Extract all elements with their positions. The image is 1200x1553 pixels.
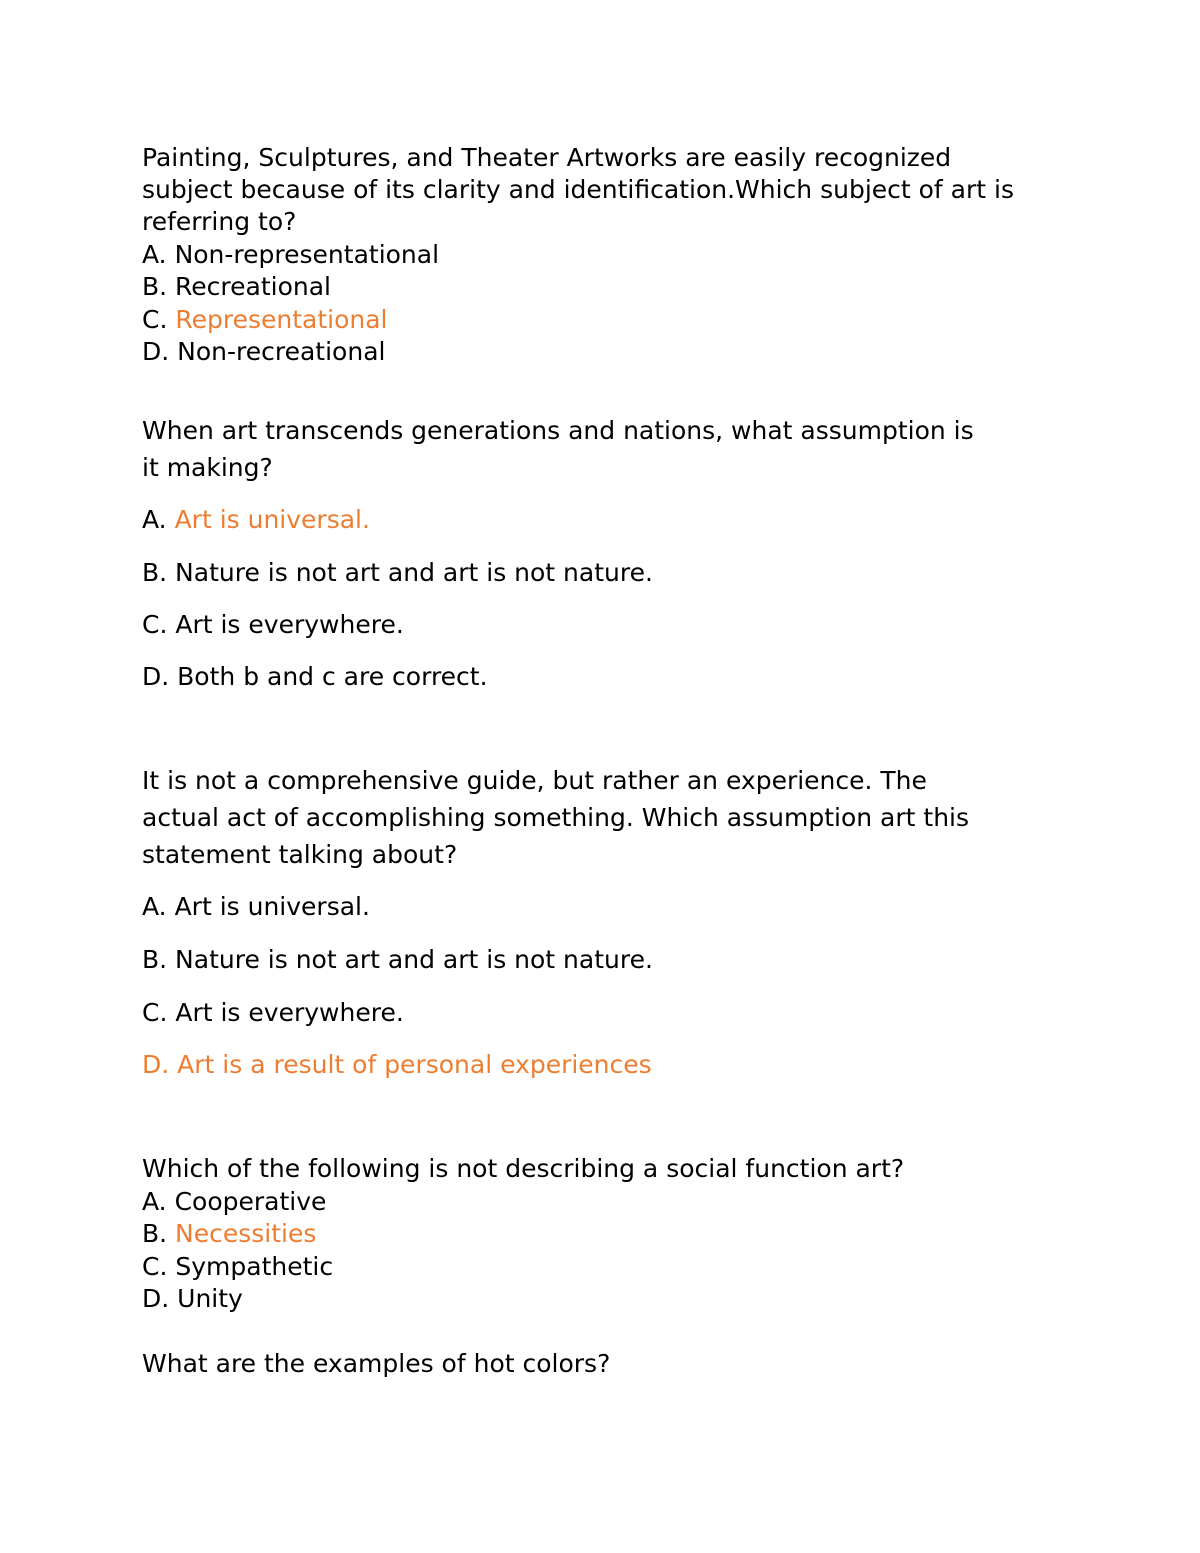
question-1-option-a xyxy=(142,239,439,271)
question-4-option-b xyxy=(142,1218,316,1250)
question-3-option-a xyxy=(142,891,370,923)
question-3-option-b xyxy=(142,944,653,976)
option-text: Recreational xyxy=(175,272,332,301)
question-5-text-line: What are the examples of hot colors? xyxy=(142,1349,611,1378)
option-letter: D. xyxy=(142,337,178,366)
correct-answer-text: Representational xyxy=(175,305,388,334)
question-2-option-d xyxy=(142,661,488,693)
option-letter: B. xyxy=(142,272,176,301)
question-3-option-d xyxy=(142,1049,652,1081)
question-1-option-d xyxy=(142,336,385,368)
option-letter: D. xyxy=(142,662,178,691)
option-letter: B. xyxy=(142,558,176,587)
question-4-option-c xyxy=(142,1251,333,1283)
question-2-option-a xyxy=(142,504,370,536)
option-letter: C. xyxy=(142,610,176,639)
option-letter: A. xyxy=(142,505,175,534)
option-letter: A. xyxy=(142,240,175,269)
option-letter: A. xyxy=(142,892,175,921)
question-2-option-c xyxy=(142,609,404,641)
option-text: Cooperative xyxy=(174,1187,327,1216)
option-text: Unity xyxy=(177,1284,243,1313)
question-1-text-line: subject because of its clarity and identification.Which subject of art is xyxy=(142,175,1014,204)
question-4-option-d xyxy=(142,1283,243,1315)
question-2-text-line: it making? xyxy=(142,453,273,482)
option-text: Art is everywhere. xyxy=(175,998,404,1027)
question-3-option-c xyxy=(142,997,404,1029)
question-2-text-line: When art transcends generations and nations, what assumption is xyxy=(142,416,974,445)
question-1-text-line: Painting, Sculptures, and Theater Artworks are easily recognized xyxy=(142,143,952,172)
option-letter: A. xyxy=(142,1187,175,1216)
option-text: Non-recreational xyxy=(177,337,386,366)
correct-answer-text: Art is universal. xyxy=(174,505,370,534)
question-4-option-a xyxy=(142,1186,326,1218)
option-text: Nature is not art and art is not nature. xyxy=(175,558,653,587)
option-letter: C. xyxy=(142,305,176,334)
option-letter: C. xyxy=(142,1252,176,1281)
option-letter: D. xyxy=(142,1050,178,1079)
option-text: Both b and c are correct. xyxy=(177,662,488,691)
question-1-option-b xyxy=(142,271,331,303)
option-text: Art is everywhere. xyxy=(175,610,404,639)
question-1-option-c xyxy=(142,304,388,336)
option-letter: D. xyxy=(142,1284,178,1313)
option-letter: B. xyxy=(142,945,176,974)
option-letter: B. xyxy=(142,1219,176,1248)
question-1-text-line: referring to? xyxy=(142,207,297,236)
option-letter: C. xyxy=(142,998,176,1027)
question-3-text-line: It is not a comprehensive guide, but rather an experience. The xyxy=(142,766,927,795)
question-4-text-line: Which of the following is not describing a social function art? xyxy=(142,1154,905,1183)
question-2-option-b xyxy=(142,557,653,589)
question-3-text-line: statement talking about? xyxy=(142,840,458,869)
option-text: Non-representational xyxy=(174,240,440,269)
option-text: Sympathetic xyxy=(175,1252,334,1281)
correct-answer-text: Art is a result of personal experiences xyxy=(177,1050,652,1079)
question-3-text-line: actual act of accomplishing something. Which assumption art this xyxy=(142,803,970,832)
option-text: Nature is not art and art is not nature. xyxy=(175,945,653,974)
option-text: Art is universal. xyxy=(174,892,370,921)
correct-answer-text: Necessities xyxy=(175,1219,317,1248)
